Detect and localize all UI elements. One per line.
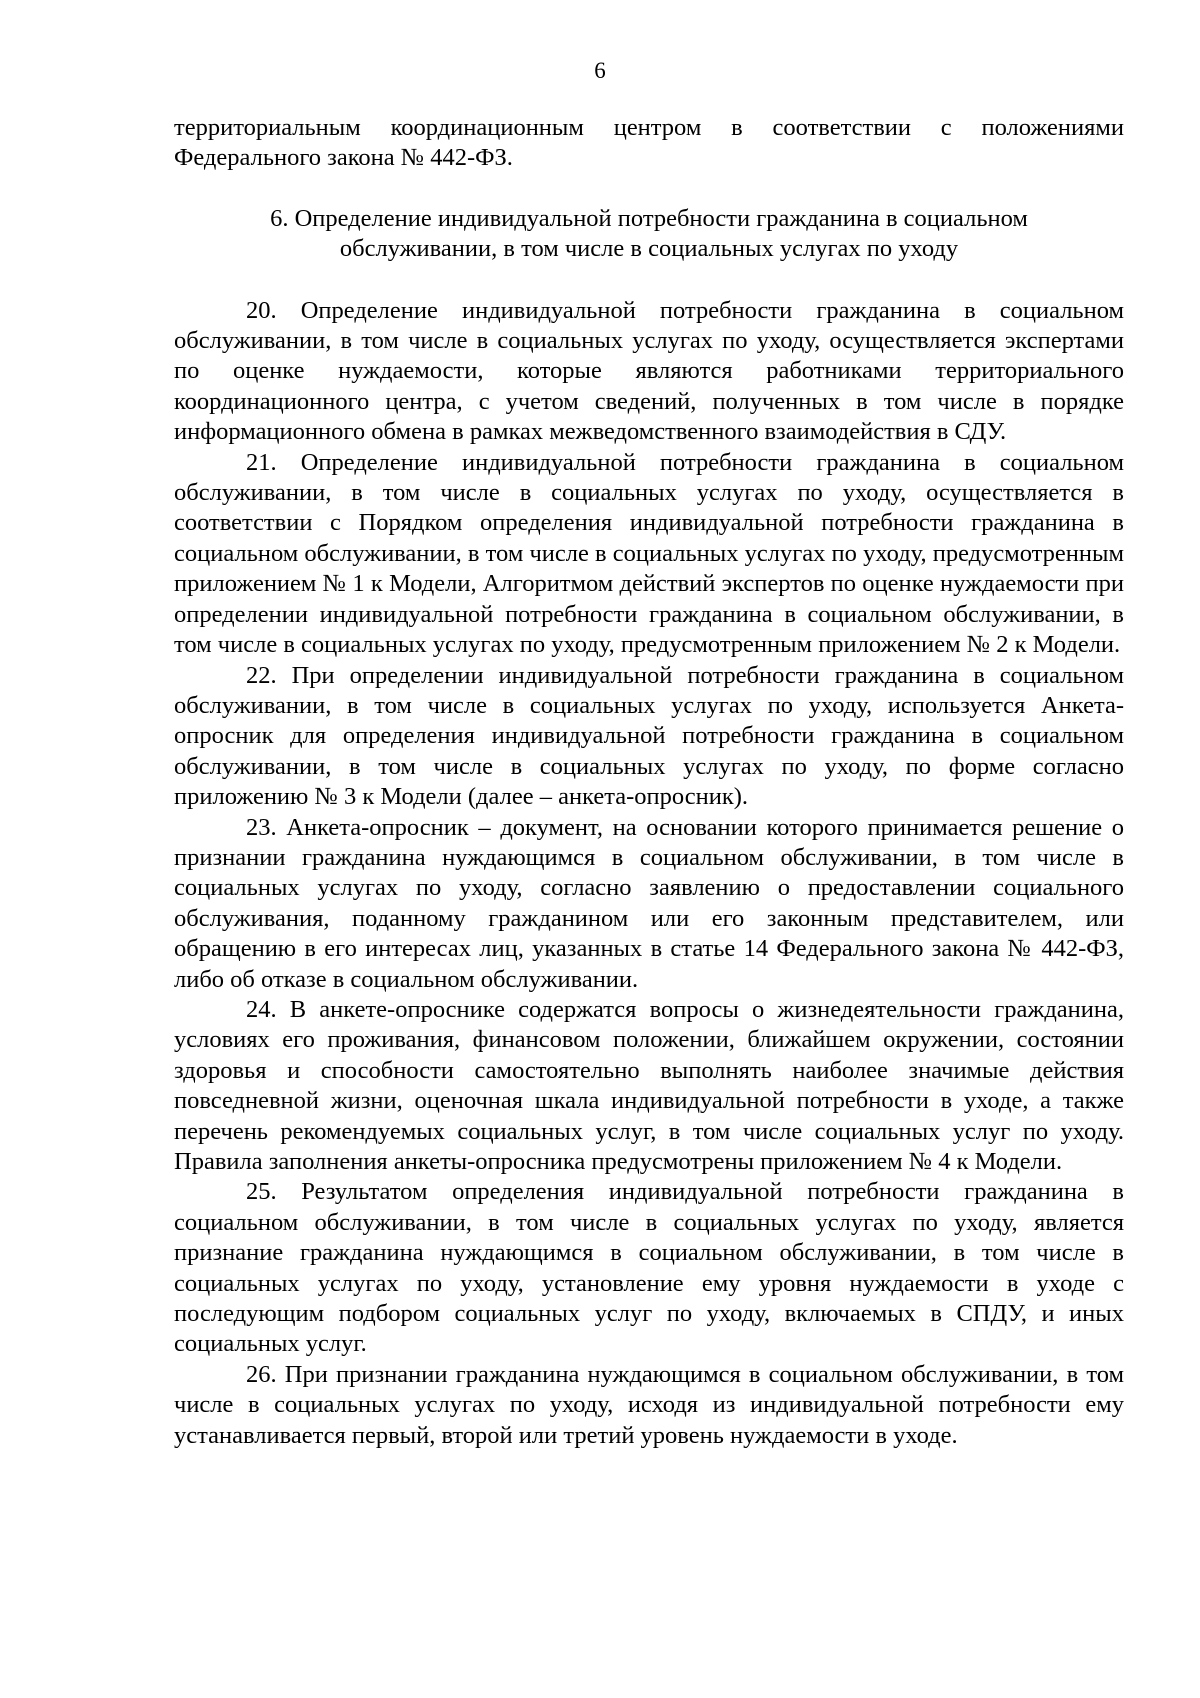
document-body (174, 113, 1124, 1451)
section-heading-line-1: 6. Определение индивидуальной потребности гражданина в социальном (270, 204, 1028, 232)
section-heading (174, 204, 1124, 265)
paragraph-23: 23. Анкета-опросник – документ, на основании которого принимается решение о признании гражданина нуждающимся в социальном обслуживании, в том числе в социальных услугах по уходу, согласно заявлению о предоставлении социального обслуживания, поданному гражданином или его законным представителем, или обращению в его интересах лиц, указанных в статье 14 Федерального закона № 442-ФЗ, либо об отказе в социальном обслуживании. (174, 813, 1124, 993)
paragraph-21: 21. Определение индивидуальной потребности гражданина в социальном обслуживании, в том числе в социальных услугах по уходу, осуществляется в соответствии с Порядком определения индивидуальной потребности гражданина в социальном обслуживании, в том числе в социальных услугах по уходу, предусмотренным приложением № 1 к Модели, Алгоритмом действий экспертов по оценке нуждаемости при определении индивидуальной потребности гражданина в социальном обслуживании, в том числе в социальных услугах по уходу, предусмотренным приложением № 2 к Модели. (174, 448, 1124, 659)
paragraph-20: 20. Определение индивидуальной потребности гражданина в социальном обслуживании, в том числе в социальных услугах по уходу, осуществляется экспертами по оценке нуждаемости, которые являются работниками территориального координационного центра, с учетом сведений, полученных в том числе в порядке информационного обмена в рамках межведомственного взаимодействия в СДУ. (174, 296, 1124, 446)
page-number: 6 (594, 58, 606, 83)
paragraph-22: 22. При определении индивидуальной потребности гражданина в социальном обслуживании, в том числе в социальных услугах по уходу, используется Анкета-опросник для определения индивидуальной потребности гражданина в социальном обслуживании, в том числе в социальных услугах по уходу, по форме согласно приложению № 3 к Модели (далее – анкета-опросник). (174, 661, 1124, 811)
section-heading-line-2: обслуживании, в том числе в социальных услугах по уходу (339, 235, 959, 263)
paragraph-26: 26. При признании гражданина нуждающимся в социальном обслуживании, в том числе в социальных услугах по уходу, исходя из индивидуальной потребности ему устанавливается первый, второй или третий уровень нуждаемости в уходе. (174, 1360, 1124, 1449)
intro-paragraph: территориальным координационным центром в соответствии с положениями Федерального закона № 442-ФЗ. (174, 114, 1124, 172)
paragraph-25: 25. Результатом определения индивидуальной потребности гражданина в социальном обслуживании, в том числе в социальных услугах по уходу, является признание гражданина нуждающимся в социальном обслуживании, в том числе в социальных услугах по уходу, установление ему уровня нуждаемости в уходе с последующим подбором социальных услуг по уходу, включаемых в СПДУ, и иных социальных услуг. (174, 1178, 1124, 1358)
paragraph-24: 24. В анкете-опроснике содержатся вопросы о жизнедеятельности гражданина, условиях его проживания, финансовом положении, ближайшем окружении, состоянии здоровья и способности самостоятельно выполнять наиболее значимые действия повседневной жизни, оценочная шкала индивидуальной потребности в уходе, а также перечень рекомендуемых социальных услуг, в том числе социальных услуг по уходу. Правила заполнения анкеты-опросника предусмотрены приложением № 4 к Модели. (174, 995, 1124, 1175)
